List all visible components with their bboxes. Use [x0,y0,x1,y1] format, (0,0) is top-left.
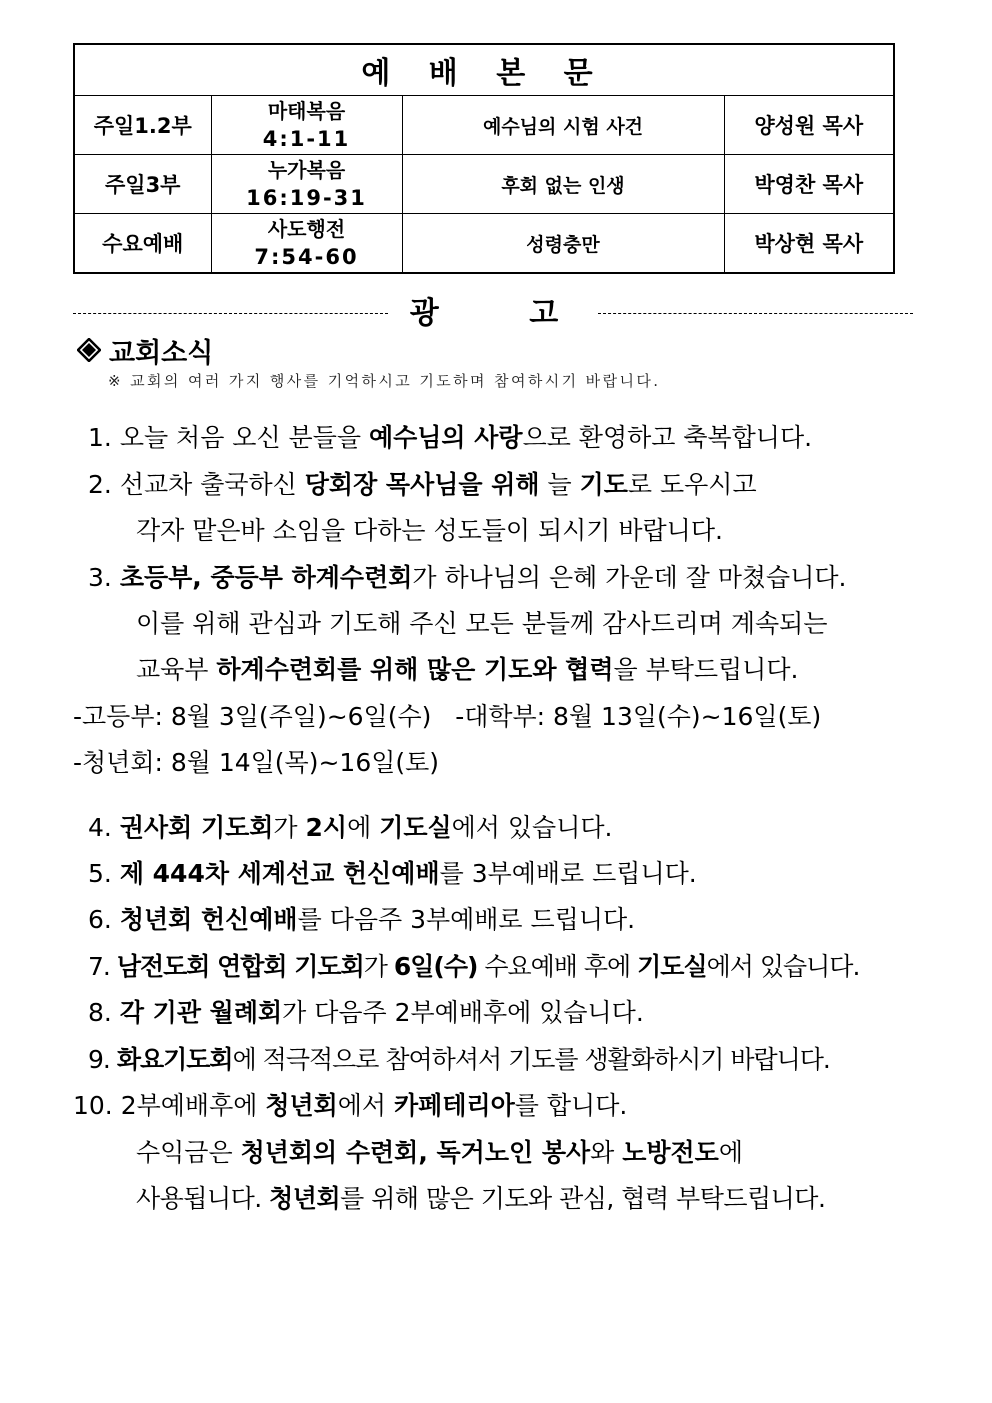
item-text: 가 [363,952,394,981]
sermon-title: 후회 없는 인생 [402,155,724,214]
list-item [88,465,757,501]
list-item [88,900,635,936]
service-name: 수요예배 [74,214,211,274]
announcements-heading: 광 고 [409,296,599,331]
item-emphasis: 하계수련회를 위해 많은 기도와 협력 [216,655,614,684]
item-text: 에서 [337,1091,395,1120]
item-text: 를 다음주 3부예배로 드립니다. [297,905,636,934]
schedule-line: -고등부: 8월 3일(주일)~6일(수) -대학부: 8월 13일(수)~16일(토) [73,702,822,731]
item-number: 1. [88,423,112,452]
preacher: 양성원 목사 [724,96,894,155]
schedule-line: -청년회: 8월 14일(목)~16일(토) [73,748,440,777]
item-text: 에 [718,1138,743,1167]
list-item [88,418,812,454]
dashed-rule-right [598,313,913,314]
list-item [88,854,697,890]
item-text: 와 [590,1138,623,1167]
item-text: 가 다음주 2부예배후에 있습니다. [282,998,644,1027]
item-number: 9. [88,1045,110,1074]
scripture-ref [211,155,402,214]
table-row [74,155,894,214]
item-text: 에 [347,813,380,842]
sermon-title: 예수님의 시험 사건 [402,96,724,155]
item-emphasis: 청년회의 수련회, 독거노인 봉사 [240,1138,591,1167]
item-emphasis: 권사회 기도회 [119,813,274,842]
diamond-icon [77,338,101,369]
worship-table [73,43,895,274]
scripture-ref [211,214,402,274]
scripture-verse: 7:54-60 [254,245,359,269]
item-text: 오늘 처음 오신 분들을 [119,423,369,452]
item-text: 2부예배후에 [120,1091,266,1120]
item-text: 수요예배 후에 [477,952,638,981]
item-emphasis: 2시 [305,813,348,842]
section-note: ※ 교회의 여러 가지 행사를 기억하시고 기도하며 참여하시기 바랍니다. [108,372,661,390]
item-emphasis: 카페테리아 [394,1091,515,1120]
dashed-rule-left [73,313,388,314]
item-text: 을 부탁드립니다. [613,655,799,684]
item-text: 를 합니다. [514,1091,628,1120]
item-text: 늘 [539,470,580,499]
item-emphasis: 당회장 목사님을 위해 [304,470,540,499]
item-emphasis: 초등부, 중등부 하계수련회 [119,563,413,592]
list-item [88,1040,830,1076]
item-emphasis: 6일(수) [393,952,478,981]
item-number: 6. [88,905,112,934]
item-emphasis: 노방전도 [622,1138,719,1167]
item-emphasis: 청년회 [265,1091,338,1120]
list-item [73,1086,627,1122]
announcements-divider [73,290,913,330]
list-item [88,558,846,594]
item-emphasis: 남전도회 연합회 기도회 [116,952,364,981]
scripture-book: 누가복음 [267,158,346,182]
scripture-book: 마태복음 [267,99,346,123]
scripture-verse: 4:1-11 [262,127,351,151]
item-continuation [136,1179,825,1215]
list-item [88,947,859,983]
table-row [74,96,894,155]
scripture-book: 사도행전 [267,217,346,241]
item-text: 를 위해 많은 기도와 관심, 협력 부탁드립니다. [340,1184,826,1213]
service-name: 주일3부 [74,155,211,214]
section-title-text: 교회소식 [109,338,214,369]
item-emphasis: 청년회 [269,1184,341,1213]
list-item [88,993,644,1029]
item-emphasis: 화요기도회 [116,1045,233,1074]
item-text: 사용됩니다. [136,1184,270,1213]
item-continuation [136,1133,743,1169]
item-text: 가 [273,813,306,842]
item-continuation: 각자 맡은바 소임을 다하는 성도들이 되시기 바랍니다. [136,516,723,545]
item-continuation: 이를 위해 관심과 기도해 주신 모든 분들께 감사드리며 계속되는 [136,609,828,638]
item-number: 10. [73,1091,113,1120]
scripture-verse: 16:19-31 [246,186,367,210]
item-emphasis: 청년회 헌신예배 [119,905,298,934]
item-text: 수익금은 [136,1138,241,1167]
item-number: 3. [88,563,112,592]
item-emphasis: 예수님의 사랑 [368,423,523,452]
preacher: 박영찬 목사 [724,155,894,214]
item-emphasis: 기도 [579,470,628,499]
item-text: 에서 있습니다. [451,813,613,842]
list-item [88,808,612,844]
item-text: 으로 환영하고 축복합니다. [522,423,813,452]
item-text: 선교차 출국하신 [119,470,305,499]
item-text: 로 도우시고 [627,470,757,499]
sermon-title: 성령충만 [402,214,724,274]
item-number: 7. [88,952,110,981]
service-name: 주일1.2부 [74,96,211,155]
item-emphasis: 기도실 [637,952,707,981]
item-number: 8. [88,998,112,1027]
item-text: 를 3부예배로 드립니다. [439,859,697,888]
section-title [77,331,213,370]
item-number: 2. [88,470,112,499]
item-continuation [136,650,798,686]
item-emphasis: 기도실 [379,813,452,842]
item-text: 에 적극적으로 참여하셔서 기도를 생활화하시기 바랍니다. [232,1045,830,1074]
worship-title: 예 배 본 문 [74,44,894,96]
item-number: 4. [88,813,112,842]
item-text: 교육부 [136,655,217,684]
preacher: 박상현 목사 [724,214,894,274]
item-number: 5. [88,859,112,888]
table-row [74,214,894,274]
item-emphasis: 제 444차 세계선교 헌신예배 [119,859,440,888]
scripture-ref [211,96,402,155]
item-emphasis: 각 기관 월례회 [119,998,283,1027]
item-text: 가 하나님의 은혜 가운데 잘 마쳤습니다. [412,563,847,592]
item-text: 에서 있습니다. [706,952,860,981]
